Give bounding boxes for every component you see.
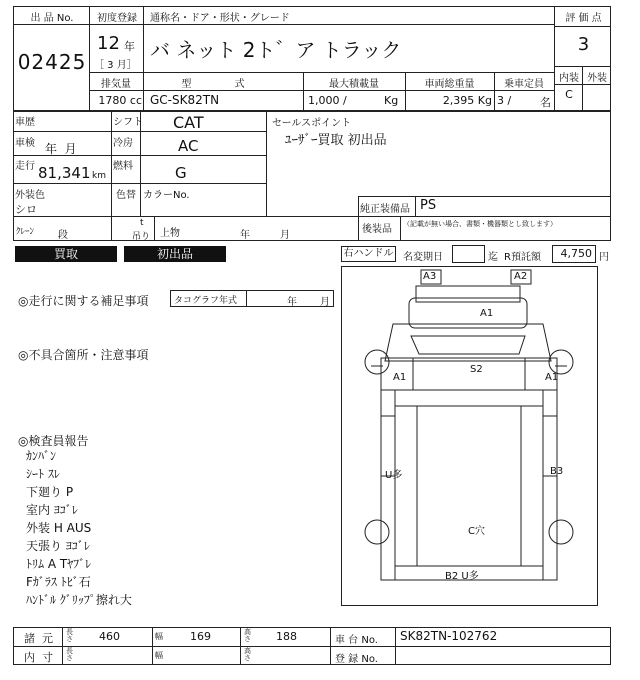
until-label: 迄 (488, 252, 498, 263)
inspector-line: ｼｰﾄ ｽﾚ (26, 467, 60, 481)
inspection-value: 年 月 (45, 142, 77, 156)
displacement: 1780 cc (98, 94, 142, 107)
car-name: バ ネット 2ト゛ア トラック (150, 38, 402, 62)
damage-c-hole-label: C穴 (468, 526, 485, 537)
model-label: 型 式 (181, 79, 265, 90)
inspector-line: ﾄﾘﾑ A Tﾔﾌﾞﾚ (26, 557, 92, 571)
name-change-label: 名変期日 (403, 252, 443, 263)
equipment-label: 純正装備品 (360, 204, 410, 215)
overall-score: 3 (577, 34, 590, 55)
max-load-label: 最大積載量 (329, 79, 379, 90)
damage-a1-right-label: A1 (545, 372, 559, 383)
length-value: 460 (99, 630, 120, 643)
ac-value: AC (178, 137, 199, 155)
inner-dims-label: 内 寸 (24, 651, 53, 664)
dims-label: 諸 元 (24, 632, 53, 645)
body-month: 月 (280, 230, 290, 241)
year-unit: 年 (124, 40, 135, 53)
lot-no: 02425 (17, 50, 87, 74)
equipment-value: PS (420, 198, 437, 213)
right-handle-box: 右ハンドル (341, 246, 396, 262)
width-value: 169 (190, 630, 211, 643)
chassis-label: 車 台 No. (335, 635, 378, 646)
length-label: 長さ (66, 628, 73, 643)
mileage-label: 走行 (15, 161, 35, 172)
capacity-label: 乗車定員 (504, 79, 544, 90)
damage-s2-label: S2 (470, 364, 483, 375)
exterior-color: シロ (15, 203, 37, 216)
retrofit-label: 後装品 (362, 224, 392, 235)
body-year: 年 (240, 230, 250, 241)
color-code-label: カラーNo. (143, 190, 190, 201)
score-label: 評 価 点 (565, 13, 602, 24)
crane-label: ｸﾚｰﾝ (16, 227, 35, 237)
recycle-value: 4,750 (552, 245, 596, 263)
first-listing-badge: 初出品 (124, 246, 226, 262)
driving-remarks-title: ◎走行に関する補足事項 (18, 294, 149, 308)
exterior-color-label: 外装色 (15, 190, 45, 201)
sales-point-label: セールスポイント (272, 118, 352, 129)
damage-a2-label: A2 (514, 271, 528, 282)
interior-label: 内装 (559, 73, 579, 84)
damage-b2-u-label: B2 U多 (445, 571, 479, 582)
inspector-line: Fｶﾞﾗｽ ﾄﾋﾞ石 (26, 575, 91, 589)
model: GC-SK82TN (150, 93, 220, 107)
registration-month: ［ 3 月］ (94, 60, 137, 71)
damage-a3-label: A3 (423, 271, 437, 282)
inspection-label: 車検 (15, 138, 35, 149)
max-load: 1,000 / (308, 94, 347, 107)
color-change-label: 色替 (116, 190, 136, 201)
damage-b3-label: B3 (550, 466, 564, 477)
inspector-report-title: ◎検査員報告 (18, 434, 89, 448)
inspector-line: ﾊﾝﾄﾞﾙ ｸﾞﾘｯﾌﾟ擦れ大 (26, 593, 132, 607)
lot-no-label: 出 品 No. (30, 13, 74, 24)
fuel-label: 燃料 (113, 161, 133, 172)
gross-weight-label: 車両総重量 (424, 79, 475, 90)
damage-a1-left-label: A1 (393, 372, 407, 383)
inner-height-label: 高さ (244, 647, 251, 662)
yen-label: 円 (599, 252, 609, 263)
crane-stage: 段 (58, 230, 68, 241)
capacity: 3 / (497, 94, 512, 107)
recycle-label: R預託額 (504, 252, 541, 263)
tachograph-label: タコグラフ年式 (174, 296, 238, 306)
inspector-line: ｶﾝﾊﾞﾝ (26, 449, 57, 463)
displacement-label: 排気量 (101, 79, 131, 90)
name-change-date-box (452, 245, 485, 263)
shift-label: シフト (113, 117, 143, 128)
gross-weight: 2,395 Kg (442, 94, 492, 107)
crane-hang: 吊り (132, 232, 151, 242)
fuel-value: G (175, 164, 187, 182)
capacity-unit: 名 (540, 96, 551, 109)
mileage: 81,341 (38, 164, 91, 182)
car-name-label: 通称名・ドア・形状・グレード (150, 13, 290, 24)
damage-u-left-label: U多 (385, 470, 403, 481)
inspector-line: 外装 H AUS (26, 521, 92, 535)
buyback-badge: 買取 (15, 246, 117, 262)
chassis-number: SK82TN-102762 (400, 629, 498, 643)
sales-point-text: ﾕｰｻﾞｰ買取 初出品 (285, 133, 387, 148)
max-load-unit: Kg (384, 94, 399, 107)
history-label: 車歴 (15, 117, 35, 128)
height-label: 高さ (244, 628, 251, 643)
width-label: 幅 (155, 632, 163, 641)
inner-length-label: 長さ (66, 647, 73, 662)
tachograph-year: 年 (287, 297, 297, 308)
ac-label: 冷房 (113, 138, 133, 149)
inspector-line: 室内 ﾖｺﾞﾚ (26, 503, 78, 517)
interior-score: C (565, 88, 573, 101)
defect-remarks-title: ◎不具合箇所・注意事項 (18, 348, 149, 362)
inspector-line: 下廻り P (26, 485, 74, 499)
shift-value: CAT (173, 113, 204, 132)
height-value: 188 (276, 630, 297, 643)
inner-width-label: 幅 (155, 651, 163, 660)
first-registration-label: 初度登録 (97, 13, 137, 24)
truck-diagram (341, 266, 598, 606)
damage-a1-top-label: A1 (480, 308, 494, 319)
body-label: 上物 (160, 228, 180, 239)
retrofit-note: （記載が無い場合、書類・機器類とし致します） (403, 220, 557, 228)
exterior-label: 外装 (587, 73, 607, 84)
mileage-unit: km (92, 171, 106, 181)
tachograph-month: 月 (320, 297, 330, 308)
crane-ton: t (140, 218, 144, 228)
registration-year: 12 (97, 33, 120, 54)
registration-no-label: 登 録 No. (335, 654, 378, 665)
inspector-line: 天張り ﾖｺﾞﾚ (26, 539, 90, 553)
